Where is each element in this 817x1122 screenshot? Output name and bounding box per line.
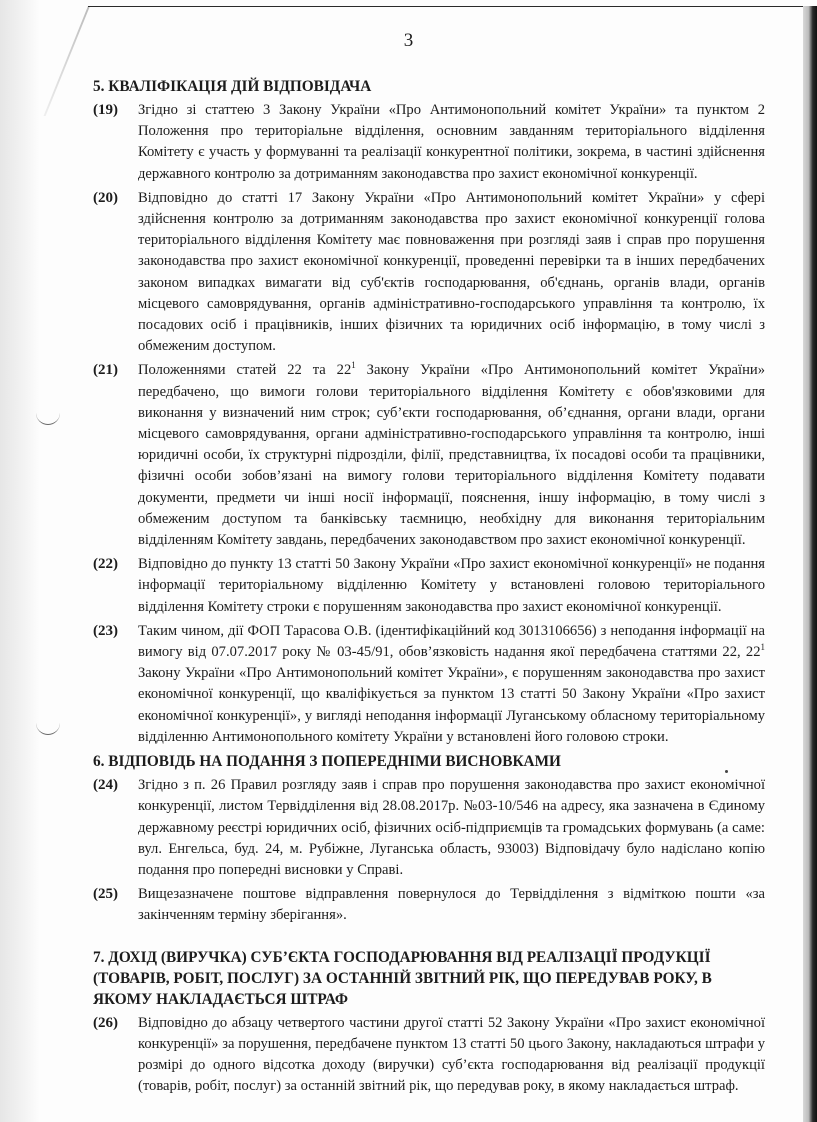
- text-segment: Таким чином, дії ФОП Тарасова О.В. (ідентифікаційний код 3013106656) з неподання інформації на вимогу від 07.07.2017 року № 03-45/91, обов’язковість надання якої передбачена статтями 22, 22: [138, 622, 765, 661]
- paragraph-number: (26): [93, 1014, 118, 1031]
- paragraph-text: Згідно з п. 26 Правил розгляду заяв і справ про порушення законодавства про захист економічної конкуренції, листом Тервідділення від 28.08.2017р. №03-10/546 на адресу, яка зазначена в Єдиному державному реєстрі юридичних осіб, фізичних осіб-підприємців та громадських формувань (а саме: вул. Енгельса, буд. 24, м. Рубіжне, Луганська область, 93003) Відповідачу було надіслано копію подання про попередні висновки у Справі.: [138, 777, 765, 878]
- paragraph-26: [93, 1013, 765, 1098]
- paragraph-text: [138, 621, 765, 748]
- paragraph-number: (19): [93, 102, 118, 118]
- paragraph-number: (23): [93, 622, 118, 639]
- paragraph-number: (20): [93, 189, 118, 206]
- text-segment: Положеннями статей 22 та 22: [138, 362, 352, 379]
- scan-left-shadow: [0, 0, 40, 1122]
- page-fold-edge: [44, 6, 90, 116]
- paragraph-20: [93, 188, 765, 358]
- paragraph-number: (24): [93, 777, 118, 794]
- section-heading-5: 5. КВАЛІФІКАЦІЯ ДІЙ ВІДПОВІДАЧА: [93, 78, 372, 95]
- section-heading-7: 7. ДОХІД (ВИРУЧКА) СУБ’ЄКТА ГОСПОДАРЮВАННЯ ВІД РЕАЛІЗАЦІЇ ПРОДУКЦІЇ (ТОВАРІВ, РОБІТ, ПОСЛУГ) ЗА ОСТАННІЙ ЗВІТНИЙ РІК, ЩО ПЕРЕДУВАВ РОКУ, В ЯКОМУ НАКЛАДАЄТЬСЯ ШТРАФ: [93, 948, 712, 1008]
- paragraph-number: (21): [93, 362, 118, 379]
- paragraph-text: Відповідно до пункту 13 статті 50 Закону України «Про захист економічної конкуренції» не подання інформації територіальному відділенню Комітету у встановлені головою територіального відділення Комітету строки є порушенням законодавства про захист економічної конкуренції.: [138, 556, 765, 615]
- text-segment: Закону України «Про Антимонопольний комітет України», є порушенням законодавства про захист економічної конкуренції, що кваліфікується за пунктом 13 статті 50 Закону України «Про захист економічної конкуренції», у вигляді неподання інформації Луганському обласному територіальному відділенню Антимонопольного комітету України у встановлені його головою строки.: [138, 665, 765, 745]
- paragraph-22: [93, 554, 765, 618]
- paragraph-text: [138, 360, 765, 551]
- page-number: 3: [403, 30, 414, 51]
- superscript: 1: [760, 642, 765, 653]
- paragraph-text: Відповідно до статті 17 Закону України «Про Антимонопольний комітет України» у сфері здійснення контролю за дотриманням законодавства про захист економічної конкуренції голова територіального відділення Комітету має повноваження при розгляді заяв і справ про порушення законодавства про захист економічної конкуренції, проведенні перевірки та в інших передбачених законом випадках вимагати від суб'єктів господарювання, об'єднань, органів влади, органів місцевого самоврядування, органів адміністративно-господарського управління та контролю, їх посадових осіб і працівників, інших фізичних та юридичних осіб інформацію, в тому числі з обмеженим доступом.: [138, 189, 765, 355]
- document-body: [93, 76, 765, 1100]
- scan-right-edge: [803, 6, 817, 1122]
- section-heading-6: 6. ВІДПОВІДЬ НА ПОДАННЯ З ПОПЕРЕДНІМИ ВИСНОВКАМИ: [93, 753, 561, 771]
- page-top-edge: [88, 6, 808, 7]
- superscript: 1: [351, 360, 356, 371]
- paragraph-19: [93, 100, 765, 185]
- paragraph-number: (25): [93, 886, 118, 903]
- paragraph-number: (22): [93, 556, 118, 573]
- text-segment: Закону України «Про Антимонопольний комітет України» передбачено, що вимоги голови територіального відділення Комітету є обов'язковими для виконання у визначений ним строк; суб’єкти господарювання, об’єднання, органи влади, органи місцевого самоврядування, органи адміністративно-господарського управління та контролю, інші юридичні особи, їх структурні підрозділи, філії, представництва, їх посадові особи та працівники, фізичні особи зобов’язані на вимогу голови територіального відділення Комітету подавати документи, предмети чи інші носії інформації, пояснення, іншу інформацію, в тому числі з обмеженим доступом та банківську таємницю, необхідну для виконання територіальним відділенням Комітету завдань, передбачених законодавством про захист економічної конкуренції.: [138, 362, 766, 549]
- paragraph-24: [93, 775, 765, 881]
- paragraph-21: [93, 360, 765, 551]
- paragraph-text: Згідно зі статтею 3 Закону України «Про Антимонопольний комітет України» та пунктом 2 Положення про територіальне відділення, основним завданням територіального відділення Комітету є участь у формуванні та реалізації конкурентної політики, зокрема, в частині здійснення державного контролю за дотриманням законодавства про захист економічної конкуренції.: [138, 102, 765, 182]
- paragraph-23: [93, 621, 765, 748]
- paragraph-25: [93, 884, 765, 926]
- paragraph-text: Вищезазначене поштове відправлення повернулося до Тервідділення з відміткою пошти «за закінченням терміну зберігання».: [138, 886, 765, 924]
- paragraph-text: Відповідно до абзацу четвертого частини другої статті 52 Закону України «Про захист економічної конкуренції» за порушення, передбачене пунктом 13 статті 50 цього Закону, накладаються штрафи у розмірі до одного відсотка доходу (виручки) суб’єкта господарювання від реалізації продукції (товарів, робіт, послуг) за останній звітний рік, що передував року, в якому накладається штраф.: [138, 1014, 765, 1095]
